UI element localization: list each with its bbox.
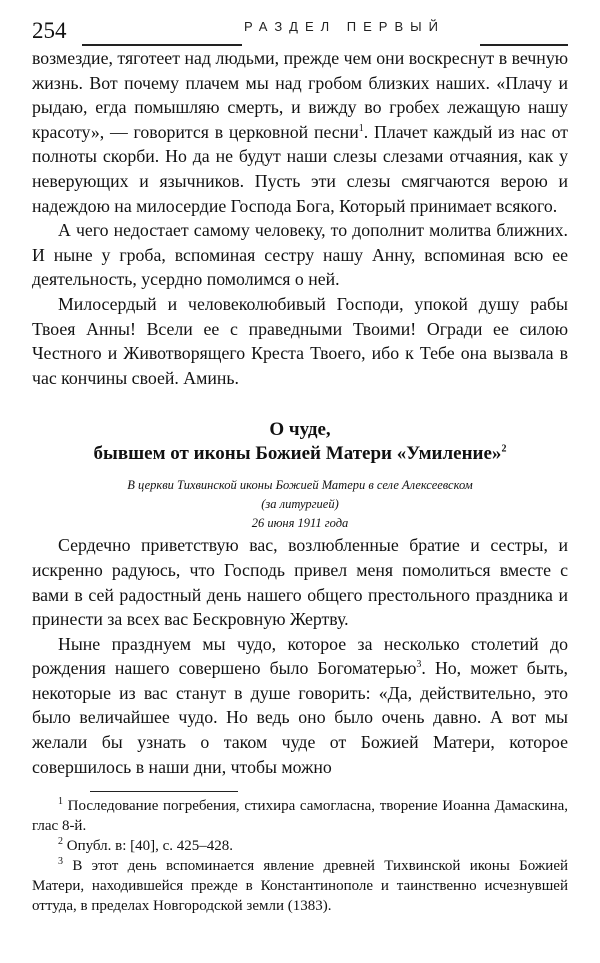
book-page <box>32 16 568 916</box>
subtitle-line: 26 июня 1911 года <box>251 516 349 531</box>
paragraph-continued <box>32 46 568 218</box>
header-rule-left <box>82 44 242 46</box>
header-rule-right <box>480 44 568 46</box>
paragraph-text: . Плачет каждый из нас от полноты скорби. Но да не будут наши слезы слезами отчаяния, как у неверующих и язычников. Пусть эти слезы смягчаются верою и надеждою на милосердие Господа Бога, Который принимает всякого. <box>32 121 568 216</box>
footnote-text: Опубл. в: [40], с. 425–428. <box>66 838 234 855</box>
paragraph-text: возмездие, тяготеет над людьми, прежде чем они воскреснут в вечную жизнь. Вот почему плачем мы над гробом близких наших. «Плачу и рыдаю, егда помышляю смерть, и вижду во гробех лежащую нашу красоту», — говорится в церковной песни <box>32 48 568 142</box>
footnote-marker: 3 <box>58 856 63 868</box>
footnote-marker: 2 <box>58 836 63 848</box>
footnote-marker: 1 <box>58 796 63 808</box>
running-title <box>244 19 568 34</box>
footnote <box>32 796 568 836</box>
section-title <box>32 418 568 466</box>
section-title-line: бывшем от иконы Божией Матери «Умиление»$^2$ <box>93 443 507 465</box>
paragraph <box>32 632 568 780</box>
section-title-line: О чуде, <box>269 419 331 441</box>
paragraph-text: . Но, может быть, некоторые из вас станут в душе говорить: «Да, действительно, это было величайшее чудо. Но ведь оно было очень давно. А вот мы желали бы узнать о таком чуде от Божией Матери, которое совершилось в наши дни, чтобы можно <box>32 658 568 777</box>
subtitle-line: (за литургией) <box>261 497 339 512</box>
paragraph-prayer: Милосердый и человеколюбивый Господи, упокой душу рабы Твоея Анны! Всели ее с праведными Твоими! Огради ее силою Честного и Животворящего Креста Твоего, ибо к Тебе она вызвала в час кончины своей. Аминь. <box>32 293 568 388</box>
subtitle-line: В церкви Тихвинской иконы Божией Матери в селе Алексеевском <box>127 478 473 493</box>
footnote-ref: 3 <box>416 659 422 671</box>
footnote-text: В этот день вспоминается явление древней Тихвинской иконы Божией Матери, находившейся прежде в Константинополе и таинственно исчезнувшей оттуда, в пределах Новгородской земли (1383). <box>32 858 569 915</box>
footnote <box>32 836 568 856</box>
paragraph: Сердечно приветствую вас, возлюбленные братие и сестры, и искренно радуюсь, что Господь привел меня помолиться вместе с вами в сей радостный день нашего общего престольного праздника и принести за всех вас Бескровную Жертву. <box>32 535 568 630</box>
footnote-rule <box>90 791 238 792</box>
page-number: 254 <box>32 18 67 43</box>
section-subtitle <box>32 476 568 533</box>
footnotes <box>32 796 568 916</box>
footnote-text: Последование погребения, стихира самогласна, творение Иоанна Дамаскина, глас 8-й. <box>32 798 569 835</box>
footnote-ref: 1 <box>358 122 364 134</box>
footnote <box>32 856 568 916</box>
paragraph: А чего недостает самому человеку, то дополнит молитва ближних. И ныне у гроба, вспоминая сестру нашу Анну, вспоминая всю ее деятельность, усердно помолимся о ней. <box>32 220 568 290</box>
footnote-ref: 2 <box>501 443 507 455</box>
paragraph-text: Ныне празднуем мы чудо, которое за несколько столетий до рождения нашего совершено было Богоматерью <box>32 633 568 679</box>
page-header <box>32 16 568 46</box>
running-title-text: РАЗДЕЛ ПЕРВЫЙ <box>244 19 451 34</box>
